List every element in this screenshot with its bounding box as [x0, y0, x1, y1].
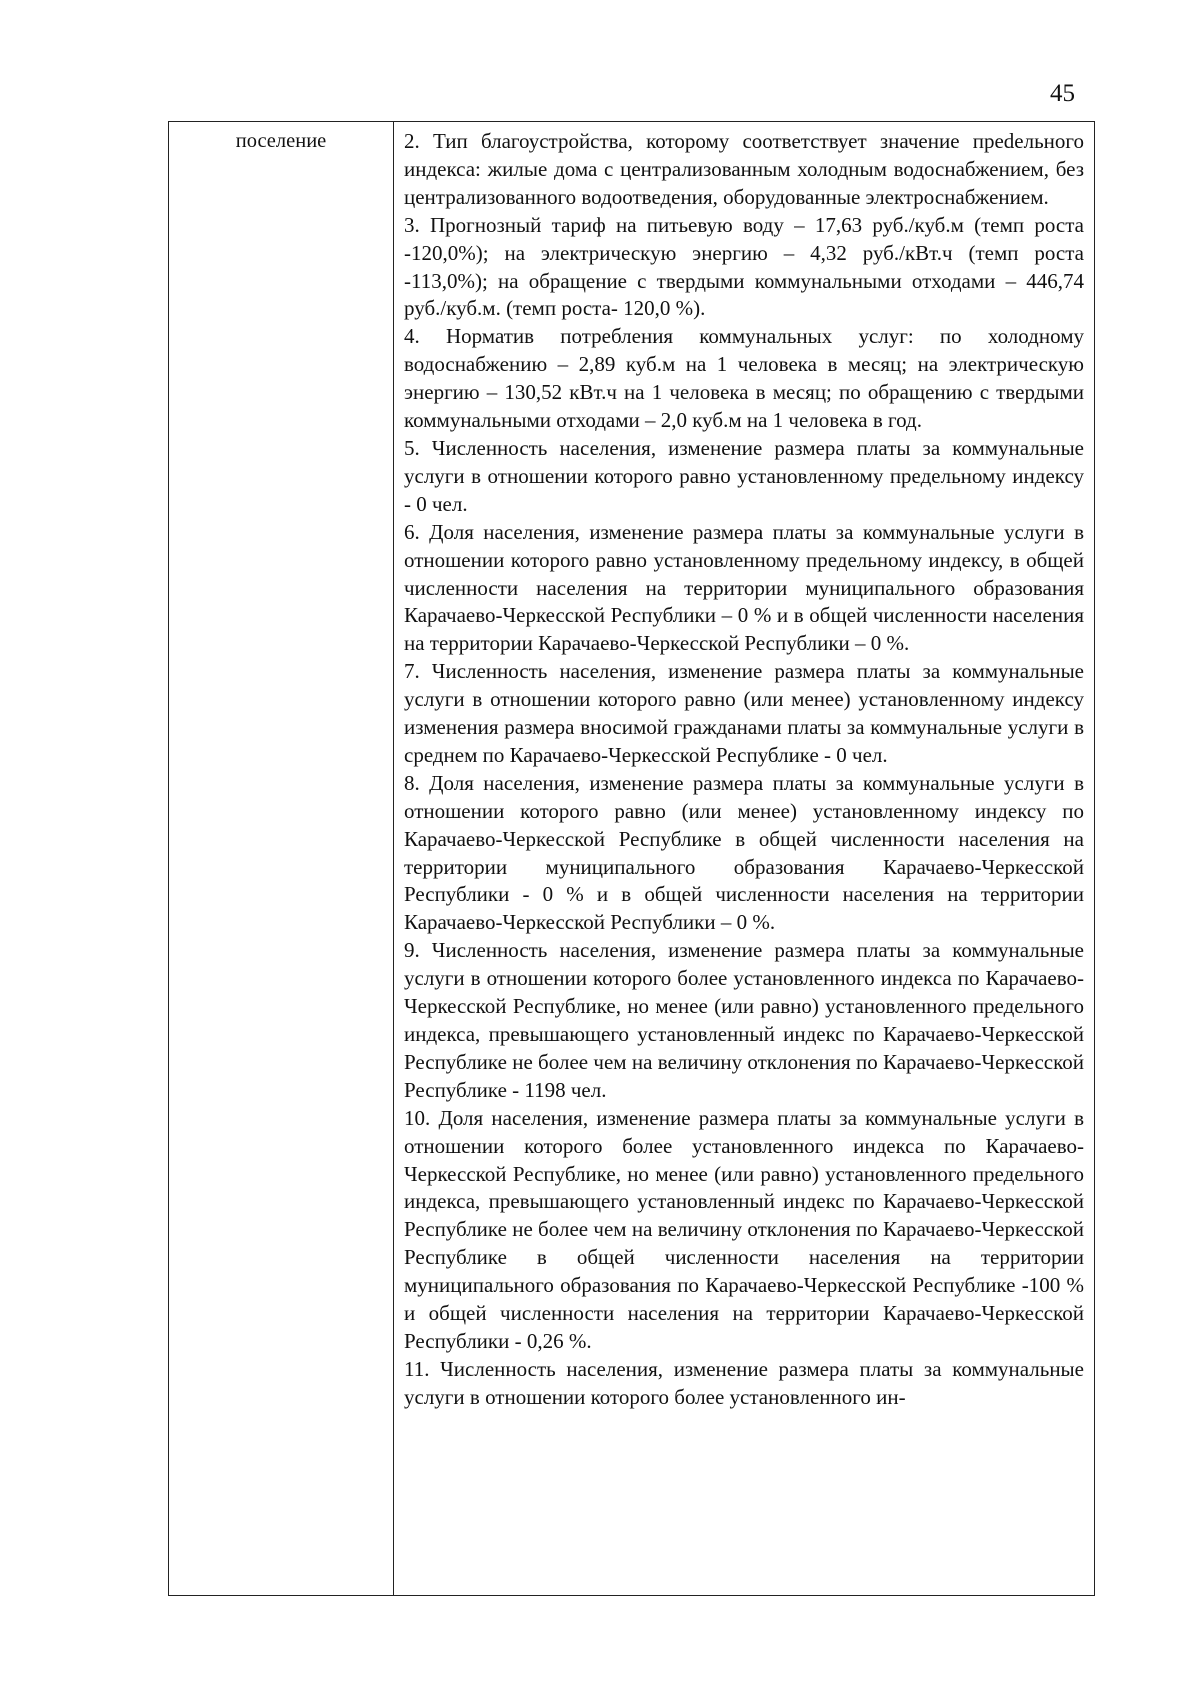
paragraph-item-2: 2. Тип благоустройства, которому соответствует значение преdельного индекса: жилые дома с централизованным холодным водоснабжением, без централизованного водоотведения, оборудованные электроснабжением.	[404, 129, 1084, 209]
paragraph-item-3: 3. Прогнозный тариф на питьевую воду – 17,63 руб./куб.м (темп роста -120,0%); на электрическую энергию – 4,32 руб./кВт.ч (темп роста -113,0%); на обращение с твердыми коммунальными отходами – 446,74 руб./куб.м. (темп роста- 120,0 %).	[404, 212, 1084, 321]
right-cell	[394, 122, 1095, 1596]
paragraph-item-8: 8. Доля населения, изменение размера платы за коммунальные услуги в отношении которого равно (или менее) установленному индексу по Карачаево-Черкесской Республике в общей численности населения на территории муниципального образования Карачаево-Черкесской Республики - 0 % и в общей численности населения на территории Карачаево-Черкесской Республики – 0 %.	[404, 770, 1084, 935]
paragraph-item-6: 6. Доля населения, изменение размера платы за коммунальные услуги в отношении которого равно установленному предельному индексу, в общей численности населения на территории муниципального образования Карачаево-Черкесской Республики – 0 % и в общей численности населения на территории Карачаево-Черкесской Республики – 0 %.	[404, 519, 1084, 656]
page-number: 45	[1050, 80, 1075, 107]
document-table	[168, 121, 1095, 1596]
paragraph-item-4: 4. Норматив потребления коммунальных услуг: по холодному водоснабжению – 2,89 куб.м на 1 человека в месяц; на электрическую энергию – 130,52 кВт.ч на 1 человека в месяц; по обращению с твердыми коммунальными отходами – 2,0 куб.м на 1 человека в год.	[404, 324, 1084, 433]
paragraph-item-10: 10. Доля населения, изменение размера платы за коммунальные услуги в отношении которого более установленного индекса по Карачаево-Черкесской Республике, но менее (или равно) установленного предельного индекса, превышающего установленный индекс по Карачаево-Черкесской Республике не более чем на величину отклонения по Карачаево-Черкесской Республике в общей численности населения на территории муниципального образования по Карачаево-Черкесской Республике -100 % и общей численности населения на территории Карачаево-Черкесской Республики - 0,26 %.	[404, 1105, 1084, 1353]
settlement-label: поселение	[235, 130, 327, 152]
left-cell	[169, 122, 394, 1596]
paragraph-item-7: 7. Численность населения, изменение размера платы за коммунальные услуги в отношении которого равно (или менее) установленному индексу изменения размера вносимой гражданами платы за коммунальные услуги в среднем по Карачаево-Черкесской Республике - 0 чел.	[404, 659, 1084, 767]
table-row	[169, 122, 1095, 1596]
paragraph-item-11: 11. Численность населения, изменение размера платы за коммунальные услуги в отношении которого более установленного ин-	[404, 1356, 1084, 1409]
paragraph-item-5: 5. Численность населения, изменение размера платы за коммунальные услуги в отношении которого равно установленному предельному индексу - 0 чел.	[404, 435, 1084, 516]
paragraph-item-9: 9. Численность населения, изменение размера платы за коммунальные услуги в отношении которого более установленного индекса по Карачаево-Черкесской Республике, но менее (или равно) установленного предельного индекса, превышающего установленный индекс по Карачаево-Черкесской Республике не более чем на величину отклонения по Карачаево-Черкесской Республике - 1198 чел.	[404, 938, 1084, 1102]
